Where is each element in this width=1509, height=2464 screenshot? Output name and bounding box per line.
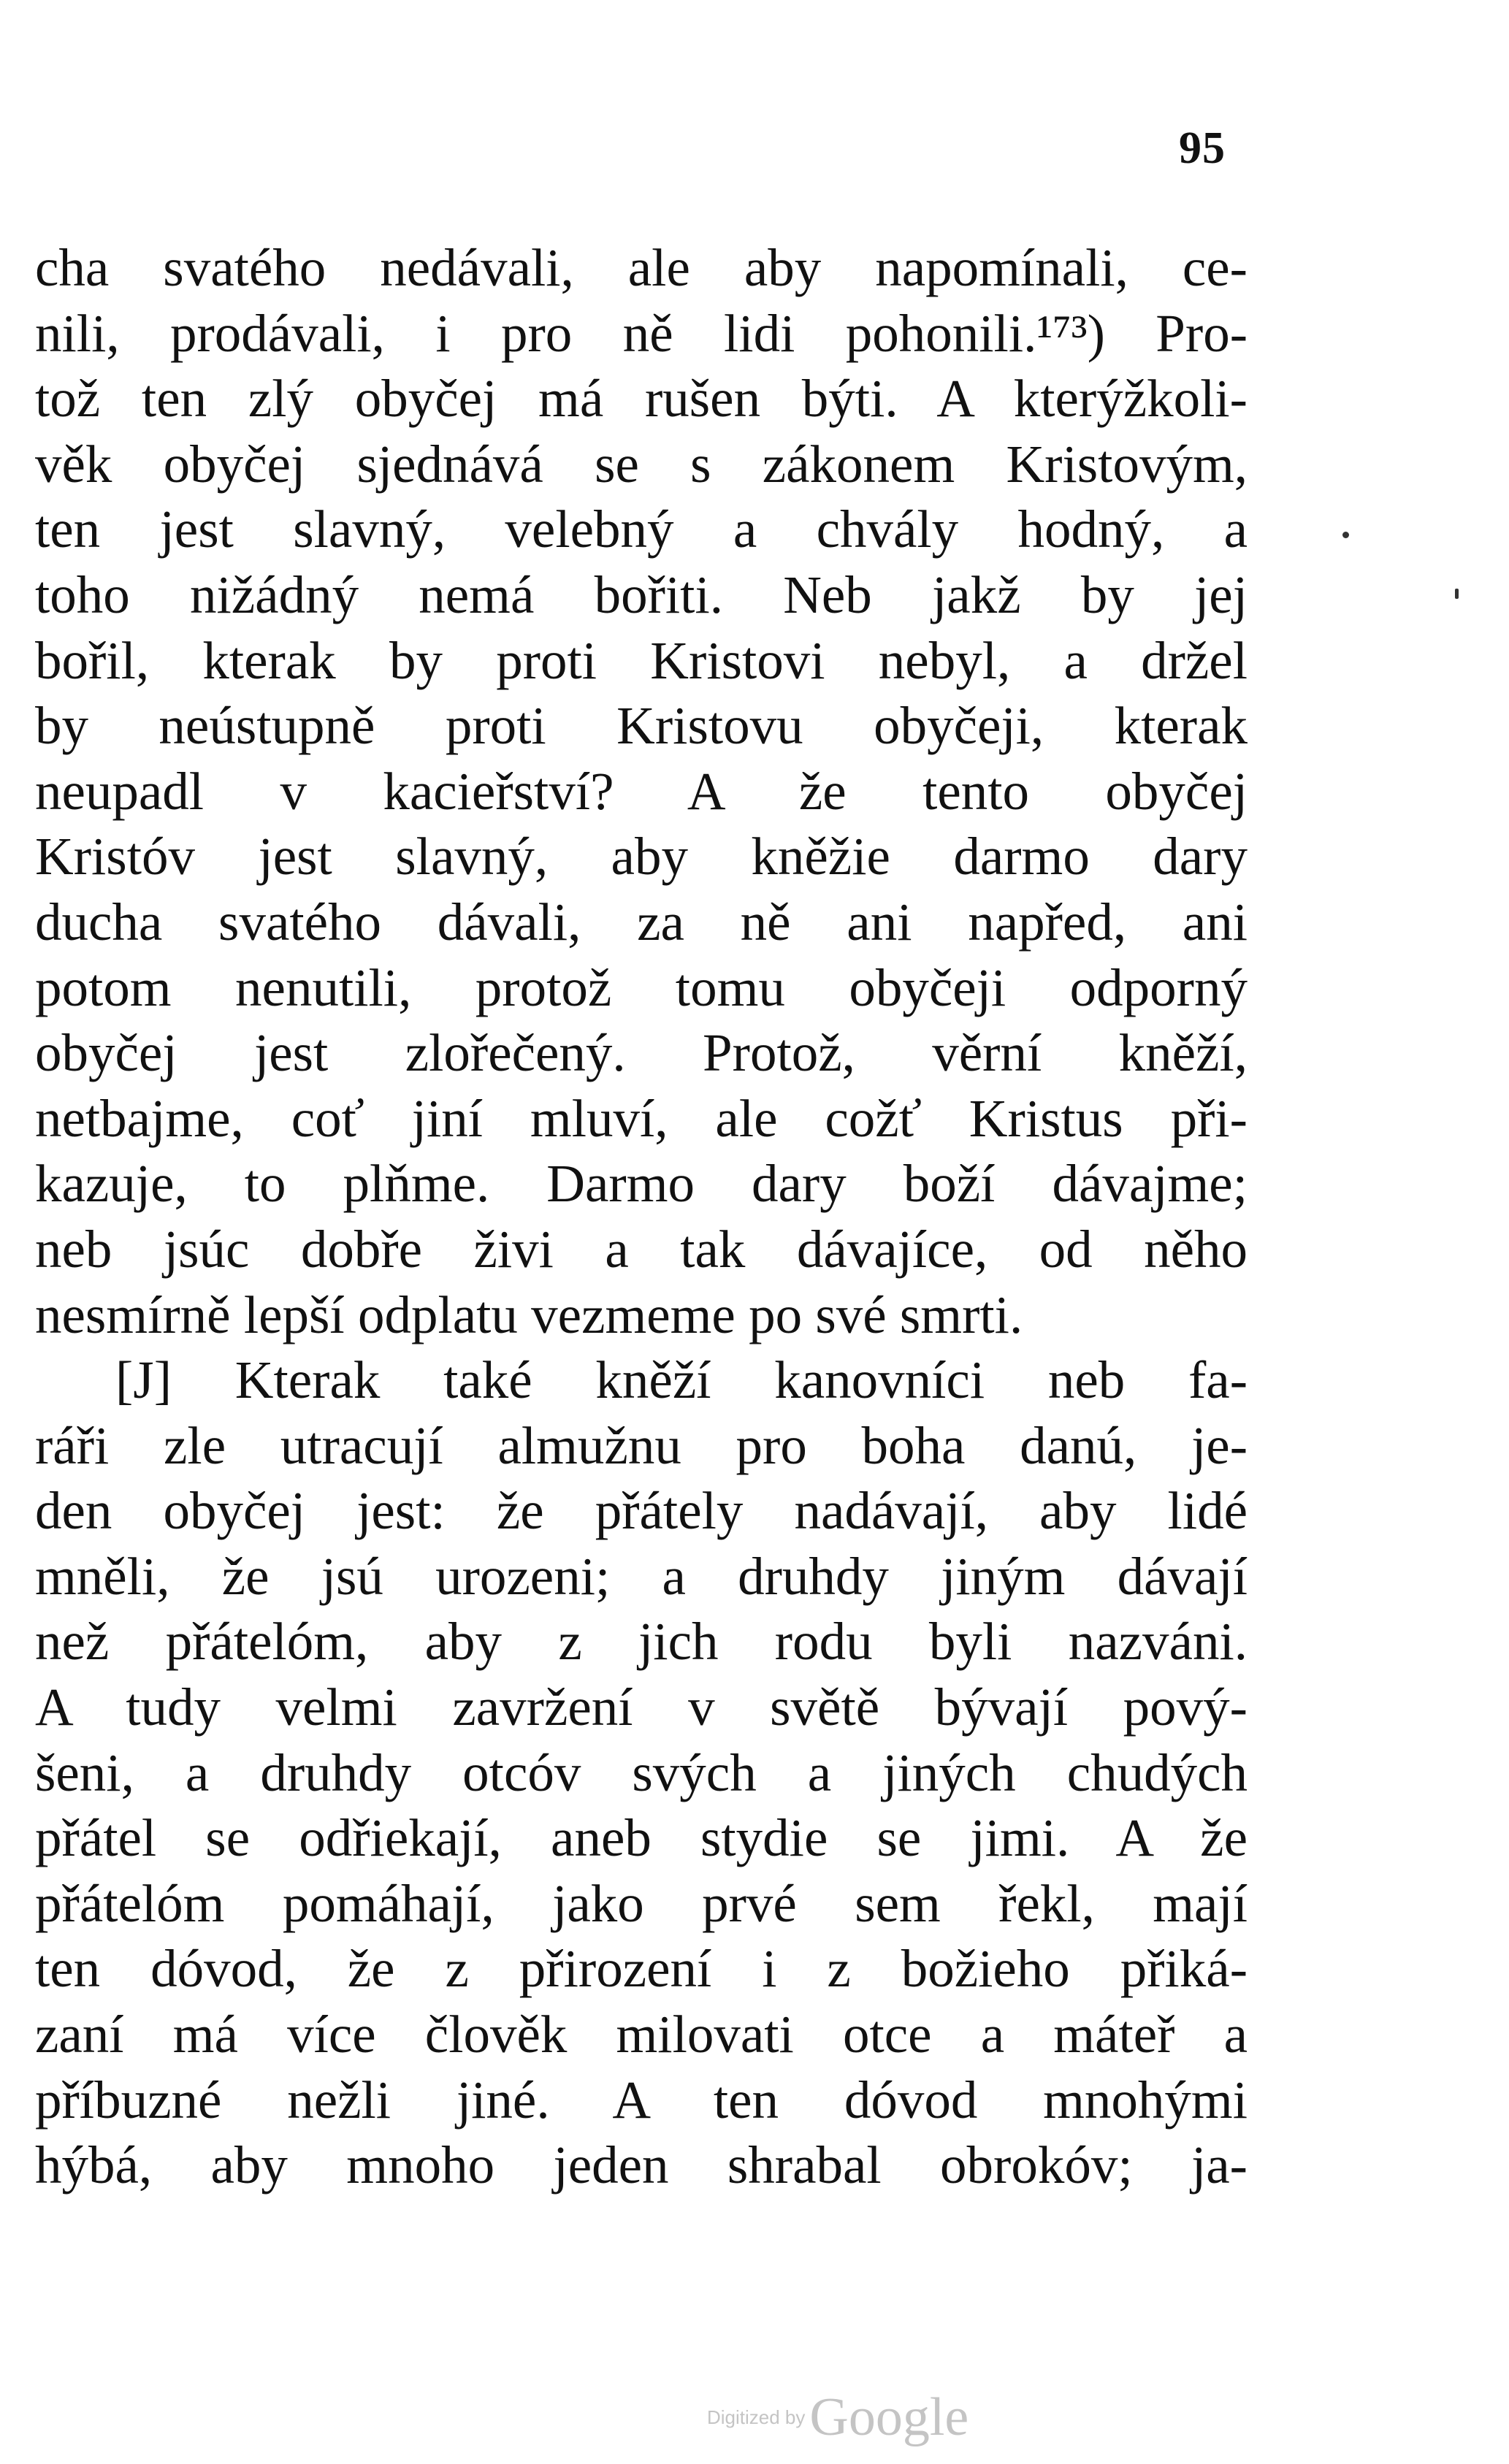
text-line: bořil, kterak by proti Kristovi nebyl, a držel (35, 630, 1248, 690)
google-logo: Google (809, 2387, 969, 2447)
text-line: obyčej jest zlořečený. Protož, věrní kněží, (35, 1023, 1248, 1083)
text-line: by neústupně proti Kristovu obyčeji, kterak (35, 696, 1248, 756)
body-text (35, 235, 1248, 2198)
text-line: neb jsúc dobře živi a tak dávajíce, od něho (35, 1219, 1248, 1279)
text-line: ráři zle utracují almužnu pro boha danú, je- (35, 1415, 1248, 1475)
text-line: tož ten zlý obyčej má rušen býti. A kterýžkoli- (35, 369, 1248, 429)
scan-speck (1342, 532, 1349, 538)
text-line: Kristóv jest slavný, aby kněžie darmo dary (35, 827, 1248, 887)
text-line: zaní má více člověk milovati otce a máteř a (35, 2005, 1248, 2065)
text-line: kazuje, to plňme. Darmo dary boží dávajme; (35, 1154, 1248, 1214)
text-line: mněli, že jsú urozeni; a druhdy jiným dávají (35, 1546, 1248, 1606)
text-line: den obyčej jest: že přátely nadávají, aby lidé (35, 1481, 1248, 1541)
text-line: ducha svatého dávali, za ně ani napřed, ani (35, 892, 1248, 952)
text-line: netbajme, coť jiní mluví, ale cožť Kristus při- (35, 1088, 1248, 1148)
text-line: potom nenutili, protož tomu obyčeji odporný (35, 957, 1248, 1017)
text-line: přátelóm pomáhají, jako prvé sem řekl, mají (35, 1873, 1248, 1933)
digitized-by-google-watermark (707, 2387, 1028, 2449)
page-number: 95 (1179, 123, 1226, 173)
text-line: přátel se odřiekají, aneb stydie se jimi. A že (35, 1808, 1248, 1868)
text-line: [J] Kterak také kněží kanovníci neb fa- (115, 1350, 1248, 1410)
text-line: hýbá, aby mnoho jeden shrabal obrokóv; ja- (35, 2135, 1248, 2195)
text-line: A tudy velmi zavržení v světě bývají pový- (35, 1677, 1248, 1737)
text-line: toho nižádný nemá bořiti. Neb jakž by jej (35, 565, 1248, 624)
text-line: nesmírně lepší odplatu vezmeme po své smrti. (35, 1285, 1023, 1344)
text-line: cha svatého nedávali, ale aby napomínali, ce- (35, 238, 1248, 297)
text-line: ten jest slavný, velebný a chvály hodný, a (35, 500, 1248, 559)
text-line: nili, prodávali, i pro ně lidi pohonili.¹⁷³) Pro- (35, 303, 1248, 363)
text-line: věk obyčej sjednává se s zákonem Kristovým, (35, 434, 1248, 494)
text-line: příbuzné nežli jiné. A ten dóvod mnohými (35, 2070, 1248, 2130)
watermark-prefix: Digitized by (707, 2406, 806, 2428)
text-line: než přátelóm, aby z jich rodu byli nazváni. (35, 1612, 1248, 1672)
scan-speck (1455, 589, 1459, 599)
text-line: ten dóvod, že z přirození i z božieho přiká- (35, 1939, 1248, 1999)
text-line: šeni, a druhdy otcóv svých a jiných chudých (35, 1742, 1248, 1802)
text-line: neupadl v kacieřství? A že tento obyčej (35, 761, 1248, 821)
